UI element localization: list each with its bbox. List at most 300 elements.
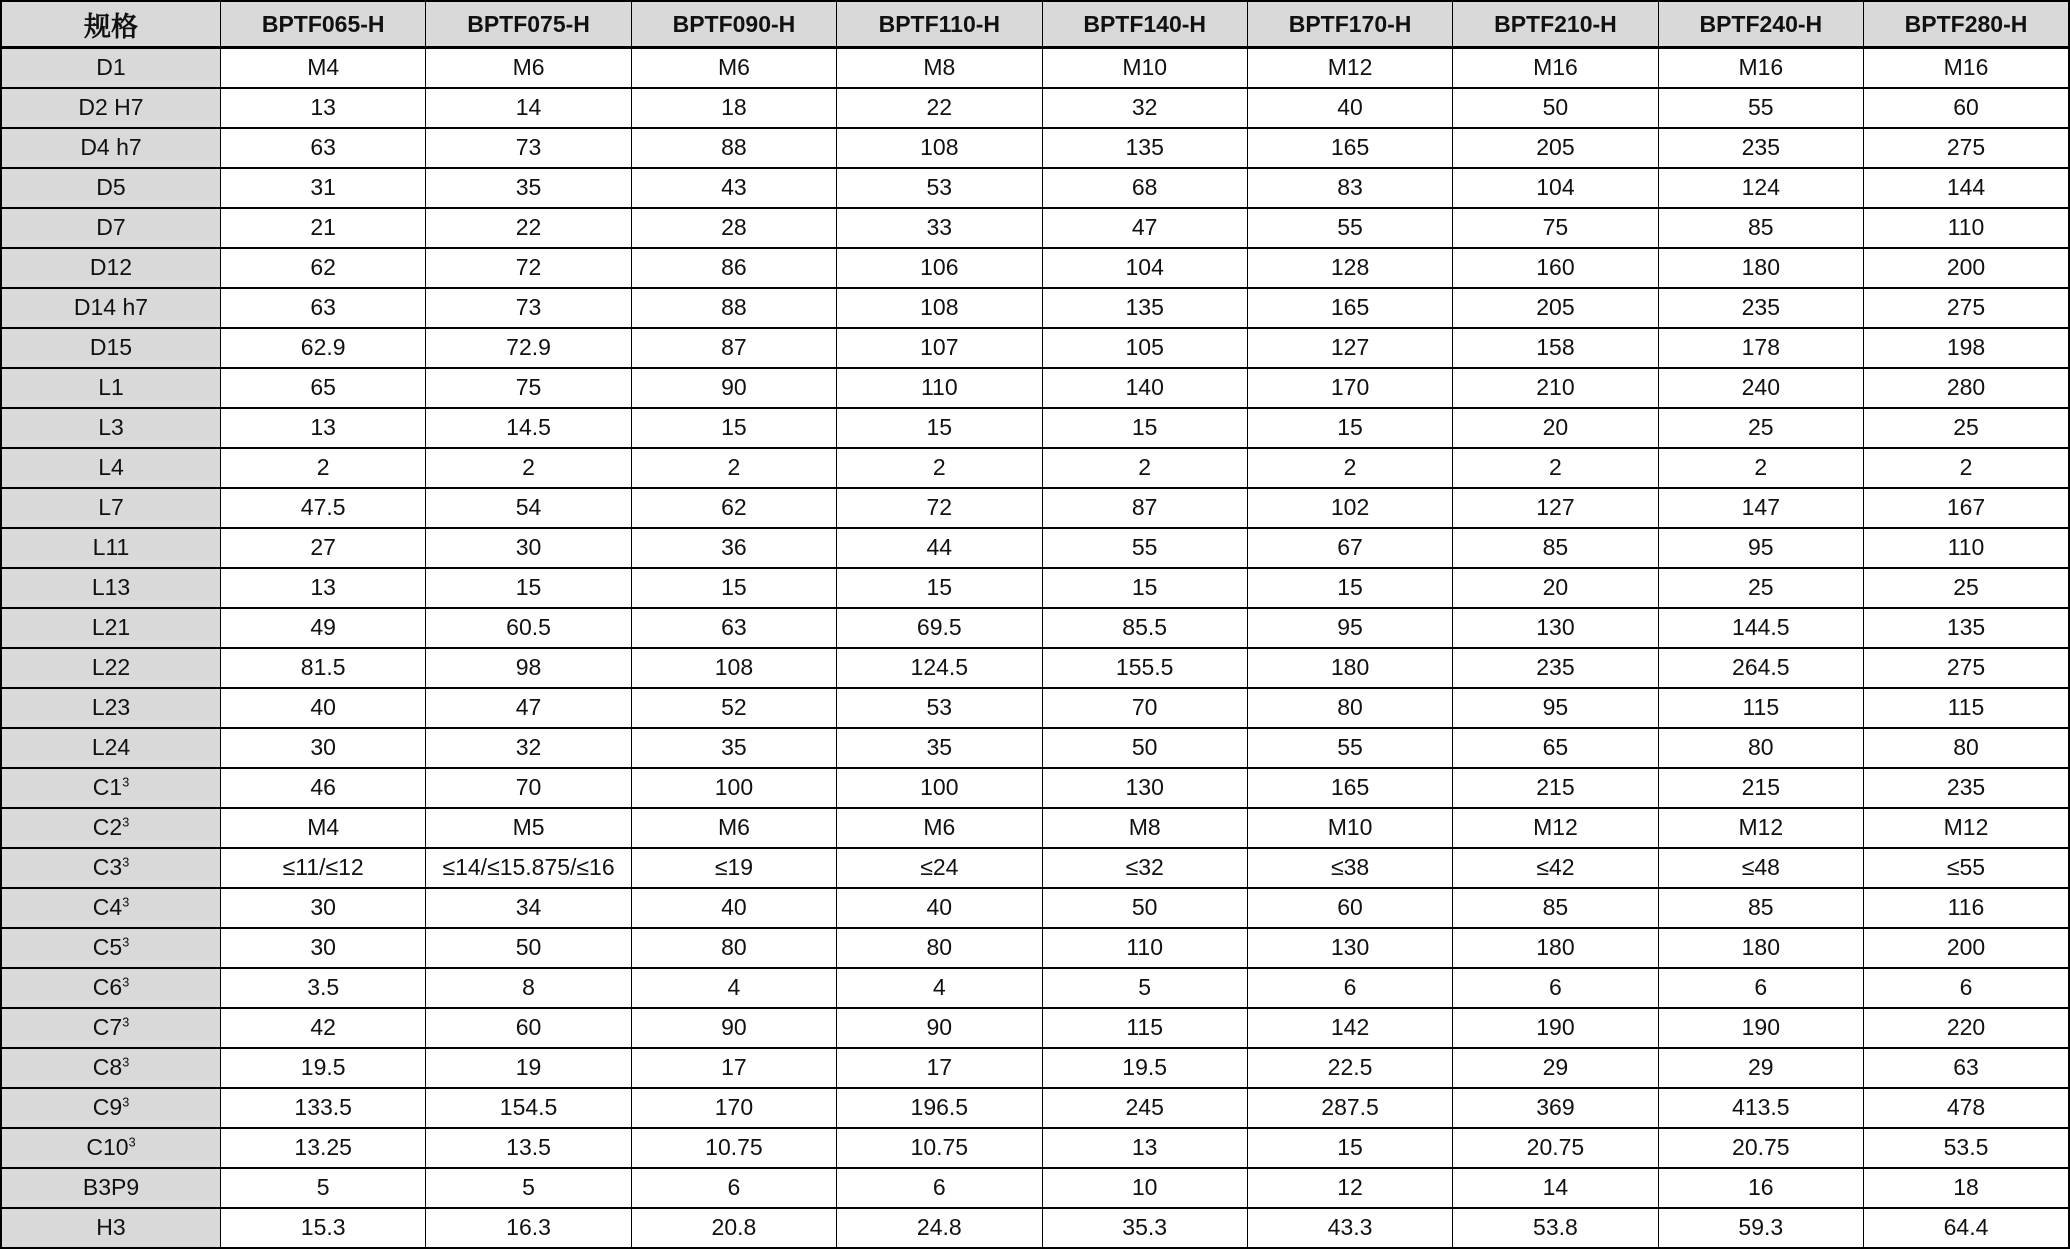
table-cell: 17	[837, 1048, 1042, 1088]
row-label: D5	[1, 168, 221, 208]
row-label: $C7^3$	[1, 1008, 221, 1048]
table-cell: 4	[837, 968, 1042, 1008]
table-cell: 85.5	[1042, 608, 1247, 648]
table-cell: 130	[1247, 928, 1452, 968]
row-label-superscript: 3	[122, 855, 130, 870]
table-cell: 200	[1864, 928, 2070, 968]
table-cell: 264.5	[1658, 648, 1863, 688]
column-header: BPTF280-H	[1864, 1, 2070, 48]
corner-header: 规格	[1, 1, 221, 48]
table-row	[1, 968, 2069, 1008]
table-cell: 240	[1658, 368, 1863, 408]
table-cell: 127	[1247, 328, 1452, 368]
table-cell: 158	[1453, 328, 1658, 368]
table-cell: 25	[1864, 568, 2070, 608]
table-row	[1, 88, 2069, 128]
table-row	[1, 248, 2069, 288]
table-cell: 107	[837, 328, 1042, 368]
table-cell: 205	[1453, 128, 1658, 168]
table-cell: 13	[221, 408, 426, 448]
table-cell: 47.5	[221, 488, 426, 528]
table-cell: 17	[631, 1048, 836, 1088]
row-label: L4	[1, 448, 221, 488]
row-label: L21	[1, 608, 221, 648]
table-cell: 85	[1453, 888, 1658, 928]
table-cell: 52	[631, 688, 836, 728]
table-cell: 70	[426, 768, 631, 808]
table-cell: 275	[1864, 128, 2070, 168]
table-cell: ≤14/≤15.875/≤16	[426, 848, 631, 888]
table-cell: 245	[1042, 1088, 1247, 1128]
column-header: BPTF075-H	[426, 1, 631, 48]
table-row	[1, 688, 2069, 728]
table-cell: 215	[1453, 768, 1658, 808]
table-cell: 20.8	[631, 1208, 836, 1248]
row-label-superscript: 3	[122, 1055, 130, 1070]
table-cell: 275	[1864, 288, 2070, 328]
table-cell: 215	[1658, 768, 1863, 808]
table-cell: 8	[426, 968, 631, 1008]
table-cell: 35.3	[1042, 1208, 1247, 1248]
table-cell: 10	[1042, 1168, 1247, 1208]
table-cell: 47	[1042, 208, 1247, 248]
table-cell: 13	[221, 568, 426, 608]
table-cell: 4	[631, 968, 836, 1008]
table-cell: 88	[631, 128, 836, 168]
table-row	[1, 1168, 2069, 1208]
table-cell: 25	[1864, 408, 2070, 448]
table-cell: M8	[837, 48, 1042, 88]
table-cell: 6	[1658, 968, 1863, 1008]
table-cell: 108	[837, 128, 1042, 168]
table-cell: 105	[1042, 328, 1247, 368]
table-cell: M16	[1864, 48, 2070, 88]
row-label: L22	[1, 648, 221, 688]
row-label-superscript: 3	[122, 895, 130, 910]
table-cell: 10.75	[631, 1128, 836, 1168]
table-row	[1, 648, 2069, 688]
table-cell: 124	[1658, 168, 1863, 208]
table-cell: 104	[1042, 248, 1247, 288]
table-cell: 30	[221, 928, 426, 968]
table-cell: 80	[837, 928, 1042, 968]
table-cell: 62.9	[221, 328, 426, 368]
table-cell: 18	[1864, 1168, 2070, 1208]
table-cell: 29	[1658, 1048, 1863, 1088]
table-cell: 106	[837, 248, 1042, 288]
table-cell: 69.5	[837, 608, 1042, 648]
table-cell: 50	[426, 928, 631, 968]
table-cell: 413.5	[1658, 1088, 1863, 1128]
table-cell: 35	[426, 168, 631, 208]
table-cell: 10.75	[837, 1128, 1042, 1168]
table-cell: 60	[426, 1008, 631, 1048]
table-row	[1, 48, 2069, 88]
table-row	[1, 448, 2069, 488]
table-cell: 32	[1042, 88, 1247, 128]
table-cell: 60	[1247, 888, 1452, 928]
table-cell: 6	[631, 1168, 836, 1208]
row-label: $C3^3$	[1, 848, 221, 888]
table-cell: 72	[426, 248, 631, 288]
table-cell: 110	[1864, 208, 2070, 248]
table-cell: M8	[1042, 808, 1247, 848]
table-cell: 28	[631, 208, 836, 248]
column-header: BPTF065-H	[221, 1, 426, 48]
table-cell: 75	[1453, 208, 1658, 248]
table-row	[1, 168, 2069, 208]
table-cell: 85	[1658, 208, 1863, 248]
table-cell: 287.5	[1247, 1088, 1452, 1128]
row-label: D4 h7	[1, 128, 221, 168]
table-cell: 55	[1042, 528, 1247, 568]
table-cell: 180	[1247, 648, 1452, 688]
table-cell: 235	[1658, 128, 1863, 168]
table-cell: 167	[1864, 488, 2070, 528]
table-cell: 100	[631, 768, 836, 808]
table-cell: 19.5	[1042, 1048, 1247, 1088]
table-cell: 127	[1453, 488, 1658, 528]
table-cell: 12	[1247, 1168, 1452, 1208]
table-cell: 2	[221, 448, 426, 488]
table-cell: 2	[631, 448, 836, 488]
table-cell: 170	[631, 1088, 836, 1128]
table-cell: M6	[426, 48, 631, 88]
table-cell: 128	[1247, 248, 1452, 288]
table-cell: 14.5	[426, 408, 631, 448]
table-cell: 85	[1658, 888, 1863, 928]
table-cell: 190	[1658, 1008, 1863, 1048]
table-cell: 180	[1658, 248, 1863, 288]
table-cell: 13.5	[426, 1128, 631, 1168]
table-cell: 73	[426, 128, 631, 168]
row-label-superscript: 3	[128, 1135, 136, 1150]
table-cell: 83	[1247, 168, 1452, 208]
table-cell: 59.3	[1658, 1208, 1863, 1248]
table-cell: 53	[837, 168, 1042, 208]
table-cell: 36	[631, 528, 836, 568]
column-header: BPTF170-H	[1247, 1, 1452, 48]
table-cell: 147	[1658, 488, 1863, 528]
table-cell: 72	[837, 488, 1042, 528]
table-cell: ≤32	[1042, 848, 1247, 888]
row-label: D15	[1, 328, 221, 368]
table-cell: 32	[426, 728, 631, 768]
row-label: B3P9	[1, 1168, 221, 1208]
row-label: L3	[1, 408, 221, 448]
table-cell: M16	[1453, 48, 1658, 88]
table-row	[1, 1048, 2069, 1088]
table-cell: 100	[837, 768, 1042, 808]
table-cell: 115	[1864, 688, 2070, 728]
table-cell: 90	[631, 368, 836, 408]
table-cell: 205	[1453, 288, 1658, 328]
table-cell: 43.3	[1247, 1208, 1452, 1248]
column-header: BPTF090-H	[631, 1, 836, 48]
table-cell: 53.8	[1453, 1208, 1658, 1248]
table-cell: 115	[1042, 1008, 1247, 1048]
table-cell: 5	[426, 1168, 631, 1208]
table-cell: 104	[1453, 168, 1658, 208]
table-cell: 20.75	[1658, 1128, 1863, 1168]
table-head	[1, 1, 2069, 48]
column-header: BPTF110-H	[837, 1, 1042, 48]
table-cell: 2	[1658, 448, 1863, 488]
table-row	[1, 528, 2069, 568]
header-row	[1, 1, 2069, 48]
table-cell: 98	[426, 648, 631, 688]
table-cell: 95	[1247, 608, 1452, 648]
table-cell: M12	[1658, 808, 1863, 848]
table-row	[1, 328, 2069, 368]
table-row	[1, 1008, 2069, 1048]
table-row	[1, 1208, 2069, 1248]
row-label: $C9^3$	[1, 1088, 221, 1128]
table-cell: 75	[426, 368, 631, 408]
table-cell: 6	[1247, 968, 1452, 1008]
table-cell: 81.5	[221, 648, 426, 688]
table-cell: 65	[1453, 728, 1658, 768]
table-row	[1, 568, 2069, 608]
table-cell: 13	[1042, 1128, 1247, 1168]
table-cell: ≤42	[1453, 848, 1658, 888]
table-cell: 43	[631, 168, 836, 208]
table-row	[1, 728, 2069, 768]
table-cell: 63	[221, 128, 426, 168]
table-cell: M6	[631, 808, 836, 848]
table-cell: 116	[1864, 888, 2070, 928]
row-label: $C10^3$	[1, 1128, 221, 1168]
table-cell: ≤55	[1864, 848, 2070, 888]
table-cell: 135	[1042, 128, 1247, 168]
table-cell: 95	[1658, 528, 1863, 568]
table-row	[1, 488, 2069, 528]
table-cell: 30	[221, 728, 426, 768]
row-label: D1	[1, 48, 221, 88]
table-cell: 135	[1042, 288, 1247, 328]
table-cell: 46	[221, 768, 426, 808]
table-cell: 60	[1864, 88, 2070, 128]
table-cell: 20.75	[1453, 1128, 1658, 1168]
row-label: H3	[1, 1208, 221, 1248]
table-cell: 30	[221, 888, 426, 928]
table-cell: 13.25	[221, 1128, 426, 1168]
row-label: L23	[1, 688, 221, 728]
row-label: L24	[1, 728, 221, 768]
row-label: D2 H7	[1, 88, 221, 128]
row-label: L1	[1, 368, 221, 408]
table-cell: M16	[1658, 48, 1863, 88]
table-cell: 14	[426, 88, 631, 128]
table-cell: 180	[1453, 928, 1658, 968]
table-row	[1, 128, 2069, 168]
table-cell: 34	[426, 888, 631, 928]
table-cell: 63	[221, 288, 426, 328]
row-label: L13	[1, 568, 221, 608]
table-cell: 6	[1864, 968, 2070, 1008]
table-cell: M12	[1453, 808, 1658, 848]
row-label: D14 h7	[1, 288, 221, 328]
table-cell: 18	[631, 88, 836, 128]
table-cell: 2	[1247, 448, 1452, 488]
table-cell: M12	[1864, 808, 2070, 848]
table-cell: 6	[1453, 968, 1658, 1008]
table-cell: 6	[837, 1168, 1042, 1208]
table-row	[1, 408, 2069, 448]
table-cell: 2	[426, 448, 631, 488]
table-cell: 220	[1864, 1008, 2070, 1048]
table-cell: 70	[1042, 688, 1247, 728]
table-cell: 30	[426, 528, 631, 568]
table-cell: 144	[1864, 168, 2070, 208]
table-cell: 62	[221, 248, 426, 288]
table-row	[1, 928, 2069, 968]
table-cell: 53	[837, 688, 1042, 728]
table-cell: 15	[1247, 568, 1452, 608]
table-cell: 35	[837, 728, 1042, 768]
table-cell: 178	[1658, 328, 1863, 368]
table-cell: 22	[837, 88, 1042, 128]
table-cell: 24.8	[837, 1208, 1042, 1248]
table-cell: 21	[221, 208, 426, 248]
table-cell: 198	[1864, 328, 2070, 368]
row-label: $C2^3$	[1, 808, 221, 848]
table-cell: 60.5	[426, 608, 631, 648]
table-cell: 55	[1247, 208, 1452, 248]
table-cell: 25	[1658, 568, 1863, 608]
table-cell: 3.5	[221, 968, 426, 1008]
table-cell: ≤48	[1658, 848, 1863, 888]
table-cell: 87	[1042, 488, 1247, 528]
table-cell: 110	[837, 368, 1042, 408]
table-cell: M12	[1247, 48, 1452, 88]
table-cell: 90	[631, 1008, 836, 1048]
table-row	[1, 368, 2069, 408]
table-cell: 16	[1658, 1168, 1863, 1208]
table-cell: 22.5	[1247, 1048, 1452, 1088]
table-cell: 102	[1247, 488, 1452, 528]
table-cell: 86	[631, 248, 836, 288]
table-cell: 15	[1042, 568, 1247, 608]
table-cell: 15	[1042, 408, 1247, 448]
table-cell: 108	[631, 648, 836, 688]
row-label-superscript: 3	[122, 975, 130, 990]
table-cell: 55	[1658, 88, 1863, 128]
table-cell: 20	[1453, 408, 1658, 448]
table-cell: 200	[1864, 248, 2070, 288]
table-cell: 115	[1658, 688, 1863, 728]
table-cell: 2	[1042, 448, 1247, 488]
table-cell: 88	[631, 288, 836, 328]
table-cell: 40	[631, 888, 836, 928]
table-cell: 15	[426, 568, 631, 608]
table-cell: 72.9	[426, 328, 631, 368]
table-row	[1, 1128, 2069, 1168]
table-cell: 54	[426, 488, 631, 528]
column-header: BPTF240-H	[1658, 1, 1863, 48]
table-cell: 235	[1658, 288, 1863, 328]
row-label-superscript: 3	[122, 935, 130, 950]
table-cell: 133.5	[221, 1088, 426, 1128]
table-cell: 478	[1864, 1088, 2070, 1128]
table-cell: 144.5	[1658, 608, 1863, 648]
table-cell: 154.5	[426, 1088, 631, 1128]
table-cell: 80	[631, 928, 836, 968]
table-cell: 135	[1864, 608, 2070, 648]
table-cell: 68	[1042, 168, 1247, 208]
table-cell: M5	[426, 808, 631, 848]
table-cell: 2	[837, 448, 1042, 488]
table-cell: 15.3	[221, 1208, 426, 1248]
table-cell: 73	[426, 288, 631, 328]
table-cell: 275	[1864, 648, 2070, 688]
table-cell: 29	[1453, 1048, 1658, 1088]
row-label: $C8^3$	[1, 1048, 221, 1088]
table-cell: 13	[221, 88, 426, 128]
table-cell: 64.4	[1864, 1208, 2070, 1248]
table-cell: 63	[1864, 1048, 2070, 1088]
table-cell: 235	[1864, 768, 2070, 808]
table-cell: 15	[1247, 408, 1452, 448]
table-cell: 142	[1247, 1008, 1452, 1048]
table-cell: 2	[1864, 448, 2070, 488]
table-cell: ≤38	[1247, 848, 1452, 888]
column-header: BPTF140-H	[1042, 1, 1247, 48]
table-row	[1, 1088, 2069, 1128]
table-cell: 165	[1247, 128, 1452, 168]
table-cell: 40	[221, 688, 426, 728]
table-cell: 22	[426, 208, 631, 248]
table-cell: 180	[1658, 928, 1863, 968]
table-cell: 165	[1247, 288, 1452, 328]
table-cell: 160	[1453, 248, 1658, 288]
table-cell: 35	[631, 728, 836, 768]
table-cell: 15	[837, 408, 1042, 448]
table-cell: 16.3	[426, 1208, 631, 1248]
table-cell: 19	[426, 1048, 631, 1088]
table-cell: 140	[1042, 368, 1247, 408]
table-cell: 95	[1453, 688, 1658, 728]
table-cell: 31	[221, 168, 426, 208]
table-cell: 62	[631, 488, 836, 528]
table-body	[1, 48, 2069, 1248]
table-cell: 87	[631, 328, 836, 368]
table-cell: ≤11/≤12	[221, 848, 426, 888]
table-cell: 110	[1042, 928, 1247, 968]
table-cell: 15	[631, 408, 836, 448]
table-cell: ≤19	[631, 848, 836, 888]
row-label: $C6^3$	[1, 968, 221, 1008]
column-header: BPTF210-H	[1453, 1, 1658, 48]
row-label-superscript: 3	[122, 1015, 130, 1030]
table-cell: 5	[1042, 968, 1247, 1008]
row-label: L11	[1, 528, 221, 568]
table-cell: 27	[221, 528, 426, 568]
table-row	[1, 848, 2069, 888]
row-label: $C5^3$	[1, 928, 221, 968]
table-cell: 15	[837, 568, 1042, 608]
table-cell: 15	[631, 568, 836, 608]
table-cell: 19.5	[221, 1048, 426, 1088]
table-cell: 44	[837, 528, 1042, 568]
table-cell: 165	[1247, 768, 1452, 808]
table-row	[1, 888, 2069, 928]
table-cell: 130	[1042, 768, 1247, 808]
table-cell: M10	[1042, 48, 1247, 88]
table-cell: 235	[1453, 648, 1658, 688]
table-cell: 80	[1658, 728, 1863, 768]
table-cell: 40	[1247, 88, 1452, 128]
